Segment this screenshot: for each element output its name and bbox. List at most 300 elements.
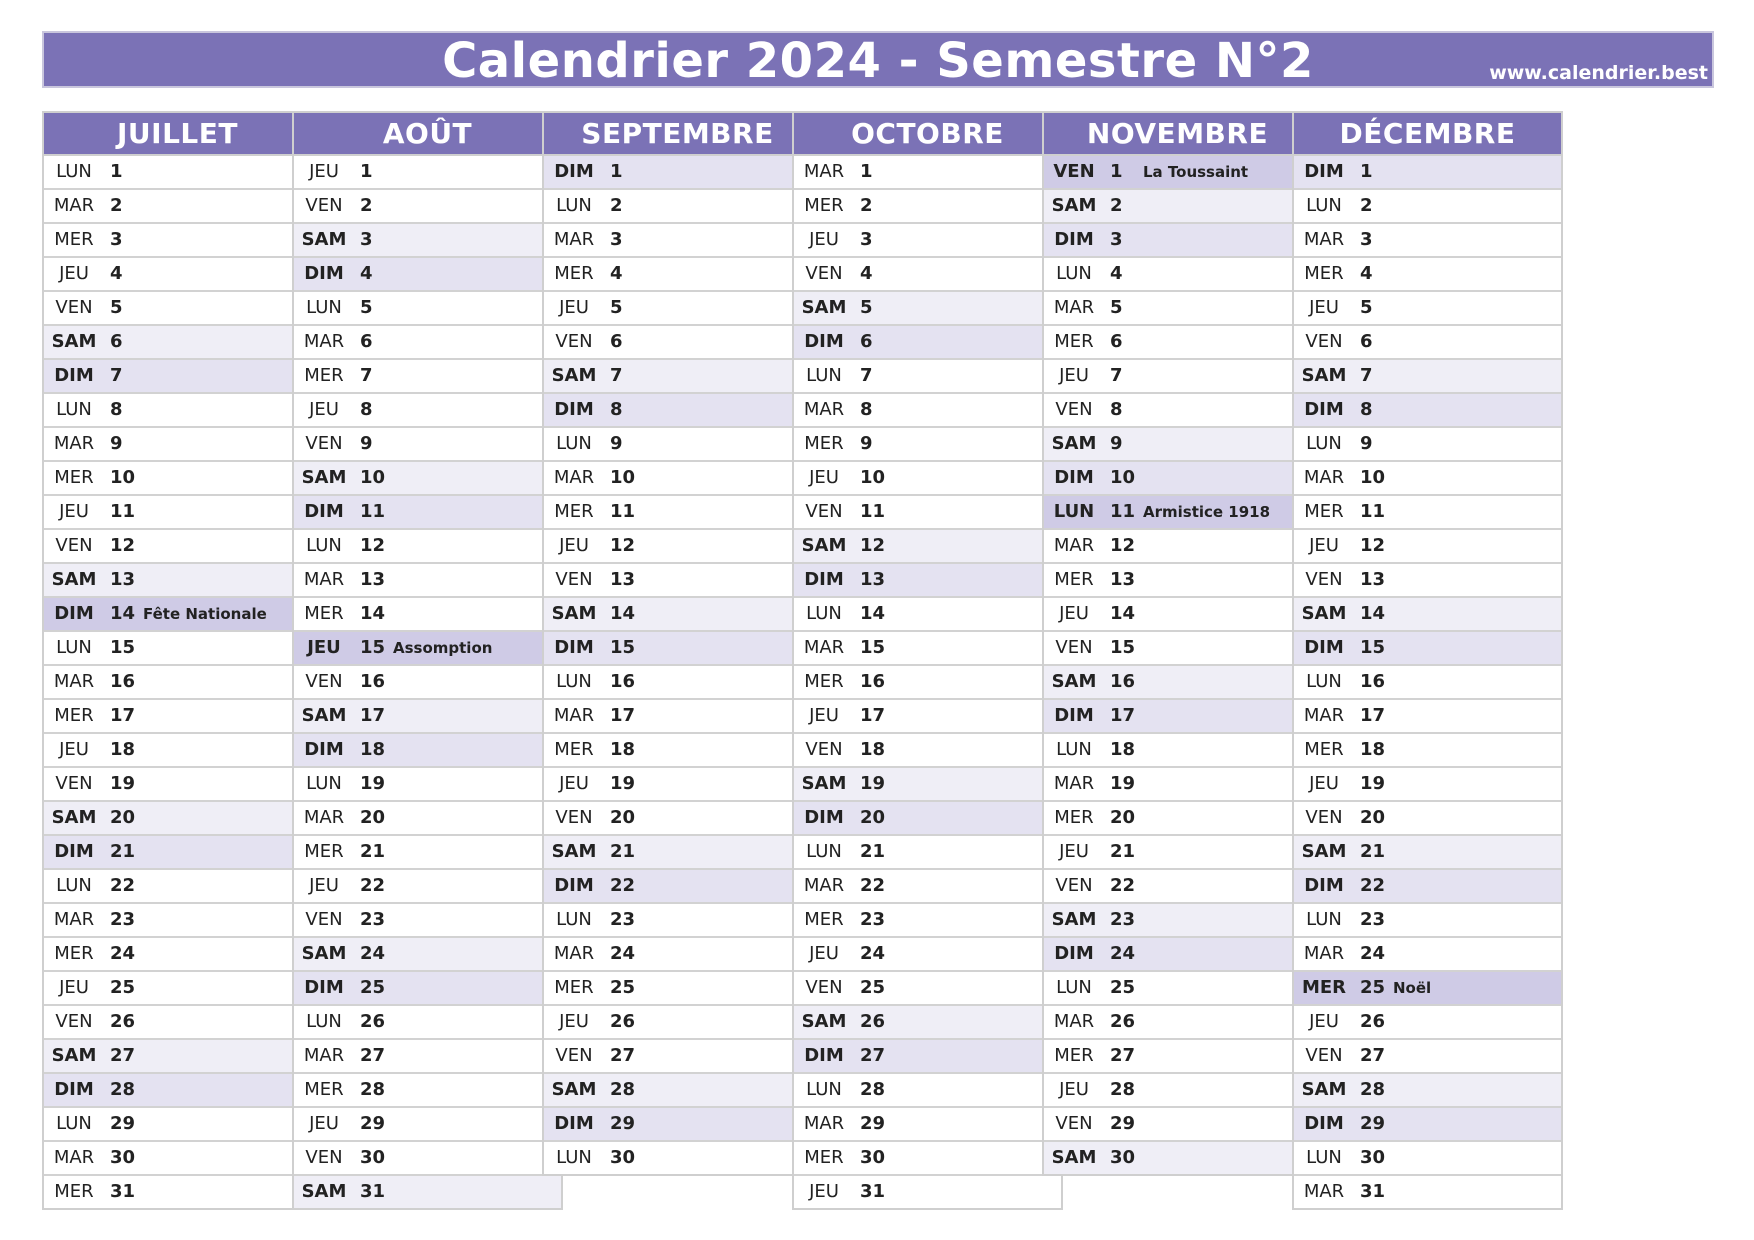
day-row [794, 224, 1061, 258]
day-row [794, 734, 1061, 768]
weekday-label: MER [304, 841, 344, 862]
day-number: 7 [1360, 365, 1373, 386]
day-number: 11 [110, 501, 136, 522]
day-number: 16 [610, 671, 636, 692]
day-row [544, 836, 811, 870]
day-row [294, 836, 561, 870]
day-row [294, 938, 561, 972]
day-number: 5 [860, 297, 873, 318]
weekday-label: SAM [301, 1181, 347, 1202]
weekday-label: DIM [1304, 637, 1344, 658]
weekday-label: SAM [1051, 909, 1097, 930]
weekday-label: VEN [305, 671, 343, 692]
day-row [294, 632, 561, 666]
weekday-label: SAM [1301, 365, 1347, 386]
day-row [1044, 530, 1311, 564]
day-row [1294, 1108, 1561, 1142]
weekday-label: SAM [1301, 841, 1347, 862]
weekday-label: MER [54, 1181, 94, 1202]
weekday-label: VEN [555, 1045, 593, 1066]
day-number: 20 [1110, 807, 1136, 828]
weekday-label: LUN [556, 195, 592, 216]
weekday-label: DIM [1304, 161, 1344, 182]
day-row [1294, 870, 1561, 904]
day-row [544, 1006, 811, 1040]
day-row [544, 428, 811, 462]
day-row [1044, 360, 1311, 394]
weekday-label: LUN [1053, 501, 1095, 522]
day-row [544, 190, 811, 224]
day-number: 24 [110, 943, 136, 964]
month-header: OCTOBRE [794, 113, 1061, 156]
day-number: 18 [360, 739, 386, 760]
day-number: 17 [610, 705, 636, 726]
day-number: 25 [860, 977, 886, 998]
weekday-label: MER [54, 705, 94, 726]
weekday-label: MER [304, 603, 344, 624]
day-row [1294, 1142, 1561, 1176]
day-number: 6 [860, 331, 873, 352]
day-number: 11 [360, 501, 386, 522]
day-row [794, 428, 1061, 462]
weekday-label: VEN [1305, 331, 1343, 352]
day-number: 14 [610, 603, 636, 624]
day-row [44, 326, 311, 360]
weekday-label: MAR [1303, 229, 1345, 250]
holiday-label: Armistice 1918 [1143, 503, 1271, 521]
day-row [294, 292, 561, 326]
day-row [544, 666, 811, 700]
day-number: 6 [110, 331, 123, 352]
day-number: 8 [360, 399, 373, 420]
day-row [544, 768, 811, 802]
weekday-label: SAM [551, 841, 597, 862]
weekday-label: SAM [51, 569, 97, 590]
day-row [44, 1006, 311, 1040]
day-row [1294, 292, 1561, 326]
day-row [544, 632, 811, 666]
weekday-label: JEU [559, 1011, 589, 1032]
day-row [794, 904, 1061, 938]
weekday-label: JEU [809, 1181, 839, 1202]
month-column [292, 111, 563, 1210]
website-link[interactable]: www.calendrier.best [1489, 62, 1708, 84]
holiday-label: Fête Nationale [143, 605, 267, 623]
day-row [44, 666, 311, 700]
day-number: 13 [1360, 569, 1386, 590]
weekday-label: DIM [804, 1045, 844, 1066]
day-row [1294, 938, 1561, 972]
weekday-label: SAM [551, 1079, 597, 1100]
day-row [544, 360, 811, 394]
day-number: 3 [110, 229, 123, 250]
day-number: 15 [110, 637, 136, 658]
day-number: 23 [1360, 909, 1386, 930]
weekday-label: MAR [553, 705, 595, 726]
weekday-label: LUN [556, 909, 592, 930]
day-number: 21 [610, 841, 636, 862]
weekday-label: VEN [1055, 399, 1093, 420]
day-number: 4 [110, 263, 123, 284]
weekday-label: JEU [309, 399, 339, 420]
holiday-label: La Toussaint [1143, 163, 1249, 181]
day-row [1044, 224, 1311, 258]
day-row [794, 496, 1061, 530]
day-number: 6 [1360, 331, 1373, 352]
day-number: 21 [1360, 841, 1386, 862]
day-row [544, 224, 811, 258]
day-number: 14 [360, 603, 386, 624]
weekday-label: MAR [303, 1045, 345, 1066]
weekday-label: JEU [1059, 365, 1089, 386]
day-row [294, 870, 561, 904]
day-number: 27 [610, 1045, 636, 1066]
day-row [44, 972, 311, 1006]
weekday-label: JEU [309, 1113, 339, 1134]
day-number: 27 [1360, 1045, 1386, 1066]
day-row [294, 564, 561, 598]
day-row [794, 1040, 1061, 1074]
day-row [1294, 496, 1561, 530]
day-number: 13 [110, 569, 136, 590]
day-number: 27 [110, 1045, 136, 1066]
day-number: 16 [360, 671, 386, 692]
weekday-label: JEU [1309, 1011, 1339, 1032]
day-row [44, 360, 311, 394]
day-number: 13 [860, 569, 886, 590]
day-row [1294, 564, 1561, 598]
day-row [1294, 836, 1561, 870]
day-row [544, 530, 811, 564]
weekday-label: VEN [305, 1147, 343, 1168]
day-row [1294, 258, 1561, 292]
day-number: 22 [360, 875, 386, 896]
weekday-label: MAR [803, 399, 845, 420]
day-number: 30 [110, 1147, 136, 1168]
day-row [44, 258, 311, 292]
weekday-label: SAM [1051, 195, 1097, 216]
day-number: 29 [1110, 1113, 1136, 1134]
day-number: 18 [1110, 739, 1136, 760]
day-number: 10 [610, 467, 636, 488]
day-row [1294, 972, 1561, 1006]
day-row [544, 564, 811, 598]
weekday-label: MER [804, 909, 844, 930]
day-row [1044, 292, 1311, 326]
weekday-label: MAR [803, 875, 845, 896]
weekday-label: LUN [1056, 263, 1092, 284]
day-row [1044, 1040, 1311, 1074]
day-number: 30 [1360, 1147, 1386, 1168]
day-row [294, 734, 561, 768]
day-number: 27 [1110, 1045, 1136, 1066]
weekday-label: VEN [1055, 1113, 1093, 1134]
day-row [794, 1142, 1061, 1176]
weekday-label: DIM [804, 331, 844, 352]
weekday-label: DIM [54, 1079, 94, 1100]
weekday-label: MER [804, 671, 844, 692]
day-number: 6 [360, 331, 373, 352]
day-row [794, 326, 1061, 360]
day-number: 12 [1110, 535, 1136, 556]
day-row [294, 190, 561, 224]
day-row [44, 700, 311, 734]
weekday-label: VEN [55, 297, 93, 318]
weekday-label: MAR [553, 943, 595, 964]
day-row [794, 1074, 1061, 1108]
day-number: 26 [610, 1011, 636, 1032]
weekday-label: MAR [1303, 467, 1345, 488]
weekday-label: VEN [805, 501, 843, 522]
weekday-label: DIM [1054, 943, 1094, 964]
weekday-label: MER [1054, 1045, 1094, 1066]
weekday-label: JEU [1309, 297, 1339, 318]
day-row [1294, 768, 1561, 802]
day-row [544, 1142, 811, 1174]
day-number: 9 [110, 433, 123, 454]
weekday-label: SAM [801, 1011, 847, 1032]
day-number: 2 [1360, 195, 1373, 216]
day-row [1294, 394, 1561, 428]
day-number: 31 [1360, 1181, 1386, 1202]
weekday-label: JEU [1059, 603, 1089, 624]
day-number: 3 [610, 229, 623, 250]
day-row [1044, 156, 1311, 190]
weekday-label: DIM [304, 739, 344, 760]
day-row [294, 156, 561, 190]
weekday-label: SAM [551, 365, 597, 386]
day-number: 7 [860, 365, 873, 386]
day-row [1044, 1108, 1311, 1142]
day-row [1294, 224, 1561, 258]
day-number: 12 [360, 535, 386, 556]
day-row [794, 802, 1061, 836]
weekday-label: SAM [301, 705, 347, 726]
day-number: 25 [110, 977, 136, 998]
day-row [1294, 734, 1561, 768]
weekday-label: LUN [1306, 1147, 1342, 1168]
weekday-label: JEU [809, 705, 839, 726]
day-number: 24 [1360, 943, 1386, 964]
day-number: 17 [860, 705, 886, 726]
day-number: 31 [860, 1181, 886, 1202]
weekday-label: DIM [1054, 705, 1094, 726]
day-row [544, 904, 811, 938]
day-number: 19 [1360, 773, 1386, 794]
weekday-label: LUN [806, 365, 842, 386]
day-number: 17 [1110, 705, 1136, 726]
weekday-label: JEU [307, 637, 341, 658]
day-number: 21 [360, 841, 386, 862]
weekday-label: DIM [54, 603, 94, 624]
day-number: 17 [110, 705, 136, 726]
day-number: 29 [110, 1113, 136, 1134]
day-number: 3 [1110, 229, 1123, 250]
weekday-label: LUN [306, 773, 342, 794]
day-row [294, 1074, 561, 1108]
day-row [794, 360, 1061, 394]
day-number: 3 [1360, 229, 1373, 250]
weekday-label: JEU [809, 229, 839, 250]
weekday-label: VEN [1055, 637, 1093, 658]
day-row [794, 258, 1061, 292]
day-number: 11 [860, 501, 886, 522]
day-number: 5 [610, 297, 623, 318]
day-row [1044, 326, 1311, 360]
weekday-label: LUN [806, 841, 842, 862]
weekday-label: LUN [306, 297, 342, 318]
day-row [1294, 1074, 1561, 1108]
day-number: 31 [110, 1181, 136, 1202]
weekday-label: DIM [554, 637, 594, 658]
weekday-label: DIM [804, 569, 844, 590]
weekday-label: LUN [1056, 977, 1092, 998]
day-number: 22 [860, 875, 886, 896]
day-number: 1 [1360, 161, 1373, 182]
weekday-label: LUN [556, 1147, 592, 1168]
day-number: 10 [1110, 467, 1136, 488]
weekday-label: MAR [553, 229, 595, 250]
weekday-label: DIM [1304, 399, 1344, 420]
month-column [542, 111, 813, 1176]
day-row [794, 394, 1061, 428]
day-number: 2 [360, 195, 373, 216]
weekday-label: SAM [1051, 1147, 1097, 1168]
weekday-label: VEN [555, 807, 593, 828]
day-row [544, 1074, 811, 1108]
day-number: 24 [1110, 943, 1136, 964]
day-row [544, 462, 811, 496]
day-row [1294, 462, 1561, 496]
day-row [794, 530, 1061, 564]
day-row [294, 326, 561, 360]
weekday-label: VEN [805, 739, 843, 760]
day-number: 20 [360, 807, 386, 828]
day-number: 22 [110, 875, 136, 896]
weekday-label: MAR [1303, 705, 1345, 726]
month-header: DÉCEMBRE [1294, 113, 1561, 156]
day-row [294, 496, 561, 530]
weekday-label: VEN [1055, 875, 1093, 896]
day-row [1044, 802, 1311, 836]
day-row [544, 292, 811, 326]
day-number: 26 [860, 1011, 886, 1032]
day-number: 14 [1110, 603, 1136, 624]
day-row [794, 190, 1061, 224]
day-number: 7 [360, 365, 373, 386]
day-row [794, 632, 1061, 666]
day-row [544, 1040, 811, 1074]
day-row [1044, 496, 1311, 530]
day-number: 28 [860, 1079, 886, 1100]
day-number: 25 [610, 977, 636, 998]
weekday-label: SAM [51, 807, 97, 828]
day-row [544, 394, 811, 428]
weekday-label: LUN [1056, 739, 1092, 760]
day-number: 4 [360, 263, 373, 284]
day-row [294, 462, 561, 496]
day-row [1294, 904, 1561, 938]
day-number: 15 [860, 637, 886, 658]
weekday-label: LUN [806, 603, 842, 624]
day-number: 9 [610, 433, 623, 454]
day-row [44, 598, 311, 632]
day-row [44, 1142, 311, 1176]
day-row [794, 768, 1061, 802]
day-row [294, 224, 561, 258]
weekday-label: VEN [1305, 807, 1343, 828]
day-row [294, 972, 561, 1006]
day-number: 15 [1110, 637, 1136, 658]
weekday-label: VEN [555, 331, 593, 352]
day-row [1044, 836, 1311, 870]
weekday-label: DIM [54, 841, 94, 862]
weekday-label: LUN [556, 433, 592, 454]
day-number: 15 [360, 637, 386, 658]
day-row [1044, 768, 1311, 802]
day-number: 17 [1360, 705, 1386, 726]
day-number: 14 [860, 603, 886, 624]
weekday-label: JEU [309, 875, 339, 896]
day-row [1044, 1074, 1311, 1108]
weekday-label: DIM [304, 263, 344, 284]
day-row [1044, 972, 1311, 1006]
day-number: 26 [1110, 1011, 1136, 1032]
day-number: 20 [110, 807, 136, 828]
day-row [1294, 1176, 1561, 1208]
weekday-label: JEU [1059, 841, 1089, 862]
day-row [794, 666, 1061, 700]
day-row [544, 1108, 811, 1142]
day-number: 1 [610, 161, 623, 182]
weekday-label: VEN [805, 977, 843, 998]
weekday-label: DIM [554, 875, 594, 896]
day-row [1294, 700, 1561, 734]
weekday-label: VEN [305, 433, 343, 454]
weekday-label: DIM [554, 1113, 594, 1134]
day-number: 3 [360, 229, 373, 250]
day-number: 23 [110, 909, 136, 930]
day-number: 24 [610, 943, 636, 964]
day-row [544, 156, 811, 190]
weekday-label: VEN [305, 195, 343, 216]
day-row [1294, 360, 1561, 394]
day-number: 25 [1360, 977, 1386, 998]
weekday-label: JEU [1059, 1079, 1089, 1100]
day-number: 22 [1110, 875, 1136, 896]
day-row [294, 904, 561, 938]
day-number: 19 [1110, 773, 1136, 794]
day-number: 28 [1360, 1079, 1386, 1100]
weekday-label: MAR [303, 807, 345, 828]
day-number: 9 [860, 433, 873, 454]
day-row [44, 530, 311, 564]
weekday-label: VEN [305, 909, 343, 930]
page-title: Calendrier 2024 - Semestre N°2 [442, 33, 1314, 89]
day-number: 3 [860, 229, 873, 250]
day-number: 7 [110, 365, 123, 386]
day-number: 30 [610, 1147, 636, 1168]
day-number: 23 [1110, 909, 1136, 930]
weekday-label: MAR [803, 1113, 845, 1134]
day-row [1294, 632, 1561, 666]
weekday-label: LUN [56, 399, 92, 420]
weekday-label: SAM [801, 297, 847, 318]
day-row [294, 1142, 561, 1176]
weekday-label: MAR [1303, 1181, 1345, 1202]
day-row [794, 598, 1061, 632]
day-row [1044, 1142, 1311, 1174]
